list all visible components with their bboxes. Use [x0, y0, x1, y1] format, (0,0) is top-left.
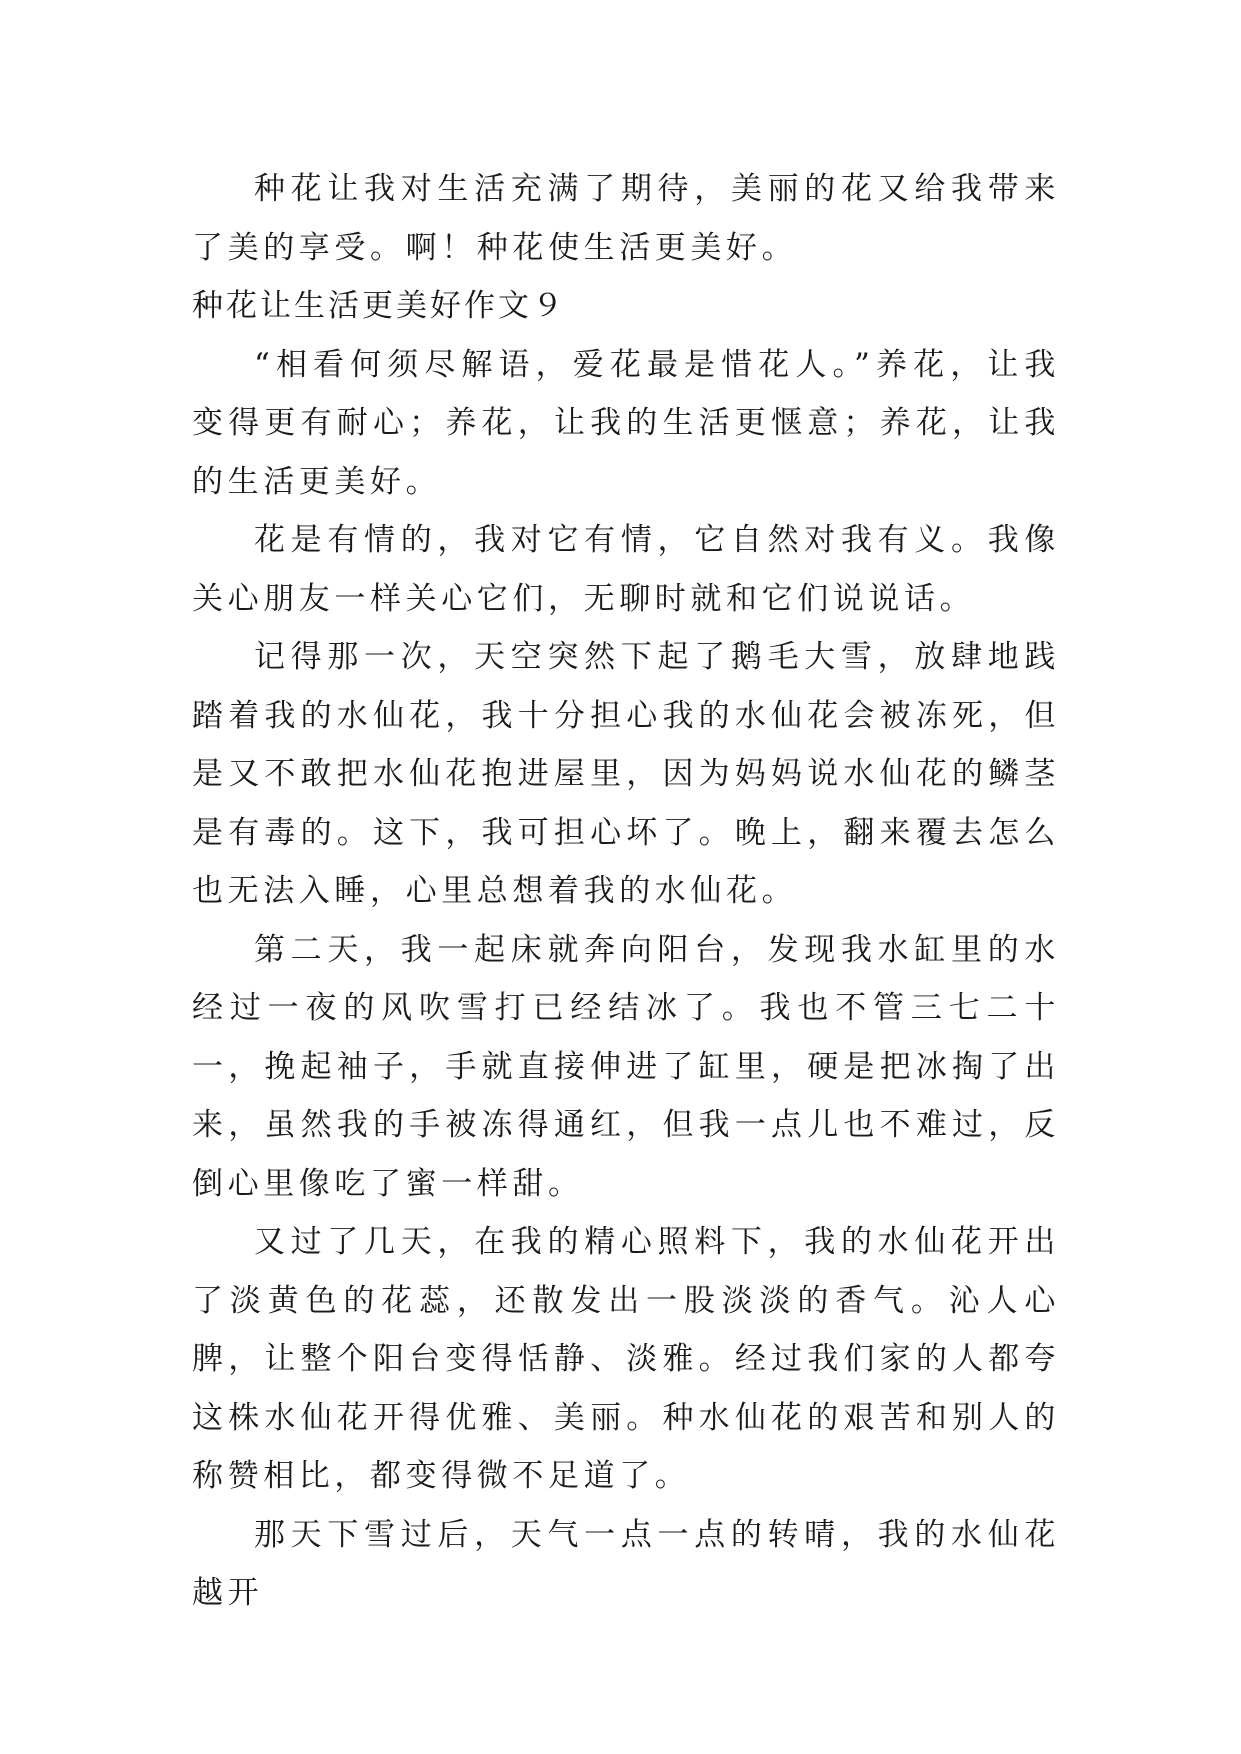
paragraph-1: “相看何须尽解语，爱花最是惜花人。”养花，让我变得更有耐心；养花，让我的生活更惬意；养花，让我的生活更美好。 — [192, 346, 1060, 500]
paragraph-6: 那天下雪过后，天气一点一点的转晴，我的水仙花越开 — [192, 1516, 1060, 1611]
paragraph-4: 第二天，我一起床就奔向阳台，发现我水缸里的水经过一夜的风吹雪打已经结冰了。我也不管三七二十一，挽起袖子，手就直接伸进了缸里，硬是把冰掏了出来，虽然我的手被冻得通红，但我一点儿也不难过，反倒心里像吃了蜜一样甜。 — [192, 931, 1060, 1202]
paragraph-intro-ending: 种花让我对生活充满了期待，美丽的花又给我带来了美的享受。啊！种花使生活更美好。 — [192, 171, 1060, 266]
section-title: 种花让生活更美好作文９ — [192, 288, 566, 324]
paragraph-5: 又过了几天，在我的精心照料下，我的水仙花开出了淡黄色的花蕊，还散发出一股淡淡的香气。沁人心脾，让整个阳台变得恬静、淡雅。经过我们家的人都夸这株水仙花开得优雅、美丽。种水仙花的艰苦和别人的称赞相比，都变得微不足道了。 — [192, 1224, 1060, 1494]
document-body — [192, 160, 1060, 1623]
paragraph-2: 花是有情的，我对它有情，它自然对我有义。我像关心朋友一样关心它们，无聊时就和它们说说话。 — [192, 522, 1060, 617]
paragraph-3: 记得那一次，天空突然下起了鹅毛大雪，放肆地践踏着我的水仙花，我十分担心我的水仙花会被冻死，但是又不敢把水仙花抱进屋里，因为妈妈说水仙花的鳞茎是有毒的。这下，我可担心坏了。晚上，翻来覆去怎么也无法入睡，心里总想着我的水仙花。 — [192, 639, 1060, 909]
